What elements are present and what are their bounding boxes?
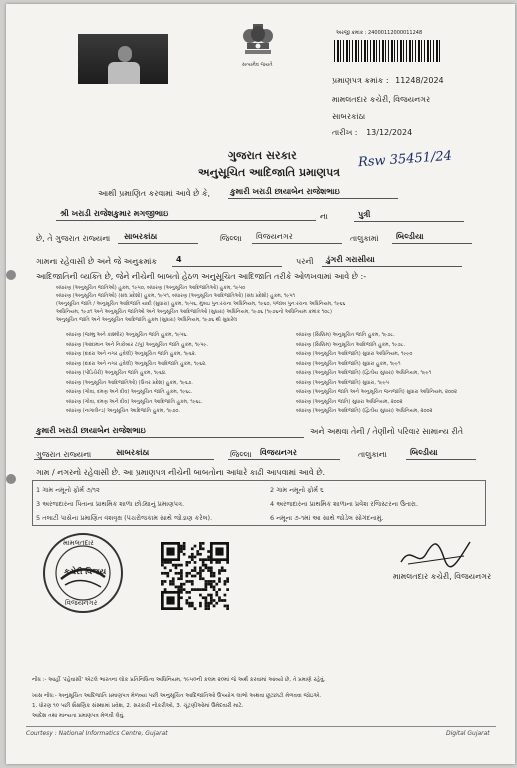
evidence-item-5: 5 તલાટી પાસેના પ્રમાણિત વંશવૃક્ષ (પંચરોજકામ સાથે જોડાણ કરેલ). bbox=[36, 514, 213, 522]
date-label: તારીખ : bbox=[332, 128, 358, 137]
certificate-page bbox=[6, 4, 515, 764]
order-line: બંધારણ (આંદામાન અને નિકોબાર ટાપુ) અનુસૂચિત જાતિ હુકમ, ૧૯૫૯. bbox=[66, 341, 209, 348]
punch-hole bbox=[6, 474, 16, 484]
village-name-2: બિલ્ડીયા bbox=[410, 448, 438, 457]
order-line: બંધારણ (અનુસૂચિત જાતિઓ) હુકમ, ૧૯૫૦, બંધારણ (અનુસૂચિત આદિજાતિઓ) હુકમ, ૧૯૫૦ bbox=[56, 285, 246, 291]
barcode-number: અરજી ક્રમાંક : 24000112000011248 bbox=[336, 30, 423, 36]
order-line: બંધારણ (અનુસૂચિત આદિજાતિ) સુધારા અધિનિયમ, ૧૯૯૦ bbox=[296, 351, 413, 357]
seal-bottom-text: વિજયનગર bbox=[65, 599, 98, 607]
orders-list-right bbox=[296, 331, 496, 417]
district-name-2: સાબરકાંઠા bbox=[116, 448, 150, 457]
taluka-label: તાલુકામાં bbox=[350, 234, 379, 243]
parent-name: શ્રી ખરાડી રાજેશકુમાર મગજીભાઇ bbox=[60, 209, 169, 218]
order-line: બંધારણ (અનુસૂચિત આદિજાતિ) (દ્વિતીય સુધારા) અધિનિયમ, ૨૦૦૨ bbox=[296, 408, 433, 414]
evidence-item-1: 1 ગામ નમૂનો ફોર્મ ૭/૧૨ bbox=[36, 486, 100, 494]
district-label: જિલ્લા bbox=[220, 234, 242, 243]
schedule-statement: આદિજાતિની વ્યક્તિ છે, જેને નીચેની બાબતો હેઠળ અનુસૂચિત આદિજાતિ તરીકે ઓળખવામાં આવે છે :- bbox=[36, 272, 367, 281]
district-name: સાબરકાંઠા bbox=[124, 232, 158, 241]
issue-date: 13/12/2024 bbox=[366, 128, 413, 137]
footer-note-2: ખાસ નોંધ:- અનુસૂચિત આદિજાતિ પ્રમાણપત્ર મેળવ્યા પછી અનુસૂચિત આદિજાતિઓ ઉપયોગ લાભો અથવા છૂટછાટો મેળવવા જોઇએ. bbox=[32, 693, 322, 699]
certificate-no-label: પ્રમાણપત્ર ક્રમાંક : bbox=[332, 76, 389, 85]
certify-text: આથી પ્રમાણિત કરવામાં આવે છે કે, bbox=[98, 189, 211, 198]
relation-label: ના bbox=[320, 212, 328, 221]
govt-title: ગુજરાત સરકાર bbox=[228, 149, 297, 162]
punch-hole bbox=[6, 270, 16, 280]
footer-note-4: આદેશ તથા માન્યતા પ્રમાણપત્ર મેળવી લેવું. bbox=[32, 713, 125, 719]
order-line: અધિનિયમ, ૧૯૭૧ અને અનુસૂચિત જાતિઓ અને અનુસૂચિત આદિજાતિઓ (સુધારા) અધિનિયમ, ૧૯૭૬ (૧૯૭૬નો અધિનિયમ ક્રમાંક ૧૦૮) bbox=[56, 309, 332, 315]
seal-mid-text: કચેરી વિજય bbox=[64, 567, 107, 576]
officer-signature bbox=[396, 534, 476, 574]
relation-value: પુત્રી bbox=[358, 210, 371, 219]
order-line: બંધારણ (અનુસૂચિત આદિજાતિ) (દ્વિતીય સુધારા) અધિનિયમ, ૧૯૯૧ bbox=[296, 370, 432, 376]
evidence-item-4: 4 અરજદારના પ્રાથમિક શાળાના પ્રવેશ રજિસ્ટરના ઉતારા. bbox=[270, 500, 418, 508]
order-line: (અનુસૂચિત જાતિ / અનુસૂચિત આદિજાતિ યાદી (સુધારા) હુકમ, ૧૯૫૬, મુંબઇ પુનઃરચના અધિનિયમ, ૧૯૬૦, પંજાબ પુનઃરચના અધિનિયમ, ૧૯૬૬ bbox=[56, 301, 346, 307]
evidence-item-3: 3 અરજદારના પિતાના પ્રાથમિક શાળા છોડ્યાનું પ્રમાણપત્ર. bbox=[36, 500, 185, 508]
state-text: છે, તે ગુજરાત રાજ્યના bbox=[36, 234, 111, 243]
order-line: બંધારણ (ગોવા, દમણ અને દીવ) અનુસૂચિત આદિજાતિ હુકમ, ૧૯૬૮. bbox=[66, 398, 203, 405]
issuing-district: સાબરકાંઠા bbox=[332, 112, 366, 121]
applicant-name: કુમારી ખરાડી છાયાબેન રાજેશભાઇ bbox=[230, 187, 340, 196]
certificate-no: 11248/2024 bbox=[395, 76, 444, 85]
applicant-photo bbox=[78, 34, 168, 84]
evidence-item-2: 2 ગામ નમૂનો ફોર્મ ૬ bbox=[270, 486, 324, 494]
barcode bbox=[334, 40, 442, 62]
order-line: બંધારણ (નાગાલેન્ડ) અનુસૂચિત આદિજાતિ હુકમ, ૧૯૭૦. bbox=[66, 408, 180, 414]
taluka-name: વિજયનગર bbox=[256, 232, 293, 241]
tribe-name: ડુંગરી ગરાસીયા bbox=[326, 255, 375, 264]
district-label-2: જિલ્લા bbox=[230, 450, 252, 459]
order-line: બંધારણ (દાદરા અને નગર હવેલી) અનુસૂચિત જાતિ હુકમ, ૧૯૬૨. bbox=[66, 351, 197, 357]
village-seq-label: ગામના રહેવાસી છે અને જે અનુક્રમાંક bbox=[36, 257, 158, 266]
order-line: બંધારણ (ગોવા, દમણ અને દીવ) અનુસૂચિત જાતિ હુકમ, ૧૯૬૮. bbox=[66, 389, 193, 395]
issuing-office: મામલતદાર કચેરી, વિજયનગર bbox=[332, 95, 431, 104]
evidence-statement: ગામ / નગરનો રહેવાસી છે. આ પ્રમાણપત્ર નીચેની બાબતોના આધારે કાઢી આપવામાં આવે છે. bbox=[36, 468, 326, 477]
residence-text: અને અથવા તેની / તેણીનો પરિવાર સામાન્ય રીતે bbox=[310, 427, 464, 436]
certificate-title: અનુસૂચિત આદિજાતિ પ્રમાણપત્ર bbox=[198, 166, 341, 179]
emblem-motto: સત્યમેવ જયતે bbox=[242, 62, 273, 68]
taluka-label-2: તાલુકાના bbox=[358, 450, 387, 459]
verification-qr bbox=[161, 542, 229, 610]
taluka-name-2: વિજયનગર bbox=[260, 448, 297, 457]
order-line: અનુસૂચિત જાતિ અને અનુસૂચિત આદિજાતિ હુકમ (સુધારા) અધિનિયમ, ૧૯૭૬ થી સુધારેલ bbox=[56, 317, 238, 323]
order-line: બંધારણ (જમ્મુ અને કાશ્મીર) અનુસૂચિત જાતિ હુકમ, ૧૯૫૬. bbox=[66, 332, 188, 338]
evidence-item-6: 6 નમૂના ૭-૧માં આ સાથે જોડેલ સોગંદનામું. bbox=[270, 514, 384, 522]
office-seal bbox=[41, 531, 125, 615]
order-line: બંધારણ (અનુસૂચિત આદિજાતિઓ) (ઉત્તર પ્રદેશ) હુકમ, ૧૯૬૭. bbox=[66, 379, 193, 386]
order-line: બંધારણ (સિક્કિમ) અનુસૂચિત આદિજાતિ હુકમ, ૧૯૭૮. bbox=[296, 341, 406, 348]
signatory-designation: મામલતદાર કચેરી, વિજયનગર bbox=[393, 572, 492, 581]
order-line: બંધારણ (અનુસૂચિત જાતિ) સુધારા અધિનિયમ, ૨૦૦૨ bbox=[296, 398, 403, 405]
seq-number: 4 bbox=[176, 255, 182, 264]
order-line: બંધારણ (દાદરા અને નગર હવેલી) અનુસૂચિત આદિજાતિ હુકમ, ૧૯૬૨. bbox=[66, 360, 207, 367]
footer-note-3: 1. ધોરણ ૧૦ પછી શૈક્ષણિક સંસ્થામાં પ્રવેશ, 2. સરકારી નોકરીઓ, 3. ચૂંટણીઓમાં ઉમેદવારી માટે. bbox=[32, 703, 244, 709]
courtesy-text: Courtesy : National Informatics Centre, Gujarat bbox=[26, 730, 168, 737]
order-line: બંધારણ (પોંડિચેરી) અનુસૂચિત જાતિ હુકમ, ૧૯૬૪. bbox=[66, 370, 167, 376]
state-text-2: ગુજરાત રાજ્યના bbox=[36, 450, 92, 459]
handwritten-ref: Rsw 35451/24 bbox=[357, 148, 453, 171]
footer-note-1: નોંધ :- આહીં 'રહેવાસી' એટલે ભારતના લોક પ્રતિનિધિત્વ અધિનિયમ, ૧૯૫૦ની કલમ ૨૦માં જે અર્થ કરવામાં આવ્યો છે, તે પ્રમાણે રહેવું. bbox=[32, 677, 326, 683]
orders-list-left bbox=[66, 331, 266, 417]
order-line: બંધારણ (અનુસૂચિત જાતિઓ) (સંઘ પ્રદેશો) હુકમ, ૧૯૫૧, બંધારણ (અનુસૂચિત આદિજાતિઓ) (સંઘ પ્રદેશો) હુકમ, ૧૯૫૧ bbox=[56, 293, 296, 299]
village-name: બિલ્ડીયા bbox=[396, 232, 424, 241]
tribe-label: પરની bbox=[296, 257, 314, 266]
orders-list-main bbox=[56, 284, 476, 324]
state-emblem bbox=[239, 22, 277, 70]
seal-top-text: મામલતદાર bbox=[63, 539, 94, 547]
order-line: બંધારણ (અનુસૂચિત આદિજાતિ) સુધારા, ૧૯૯૫ bbox=[296, 379, 390, 386]
order-line: બંધારણ (સિક્કિમ) અનુસૂચિત જાતિ હુકમ, ૧૯૭૮. bbox=[296, 332, 395, 338]
digital-gujarat-text: Digital Gujarat bbox=[446, 730, 490, 737]
order-line: બંધારણ (અનુસૂચિત આદિજાતિ) સુધારા હુકમ, ૧૯૯૧ bbox=[296, 360, 401, 367]
applicant-name-2: કુમારી ખરાડી છાયાબેન રાજેશભાઇ bbox=[36, 426, 146, 435]
order-line: બંધારણ (અનુસૂચિત જાતિ અને અનુસૂચિત જનજાતિ) સુધારા અધિનિયમ, ૨૦૦૨ bbox=[296, 389, 457, 395]
